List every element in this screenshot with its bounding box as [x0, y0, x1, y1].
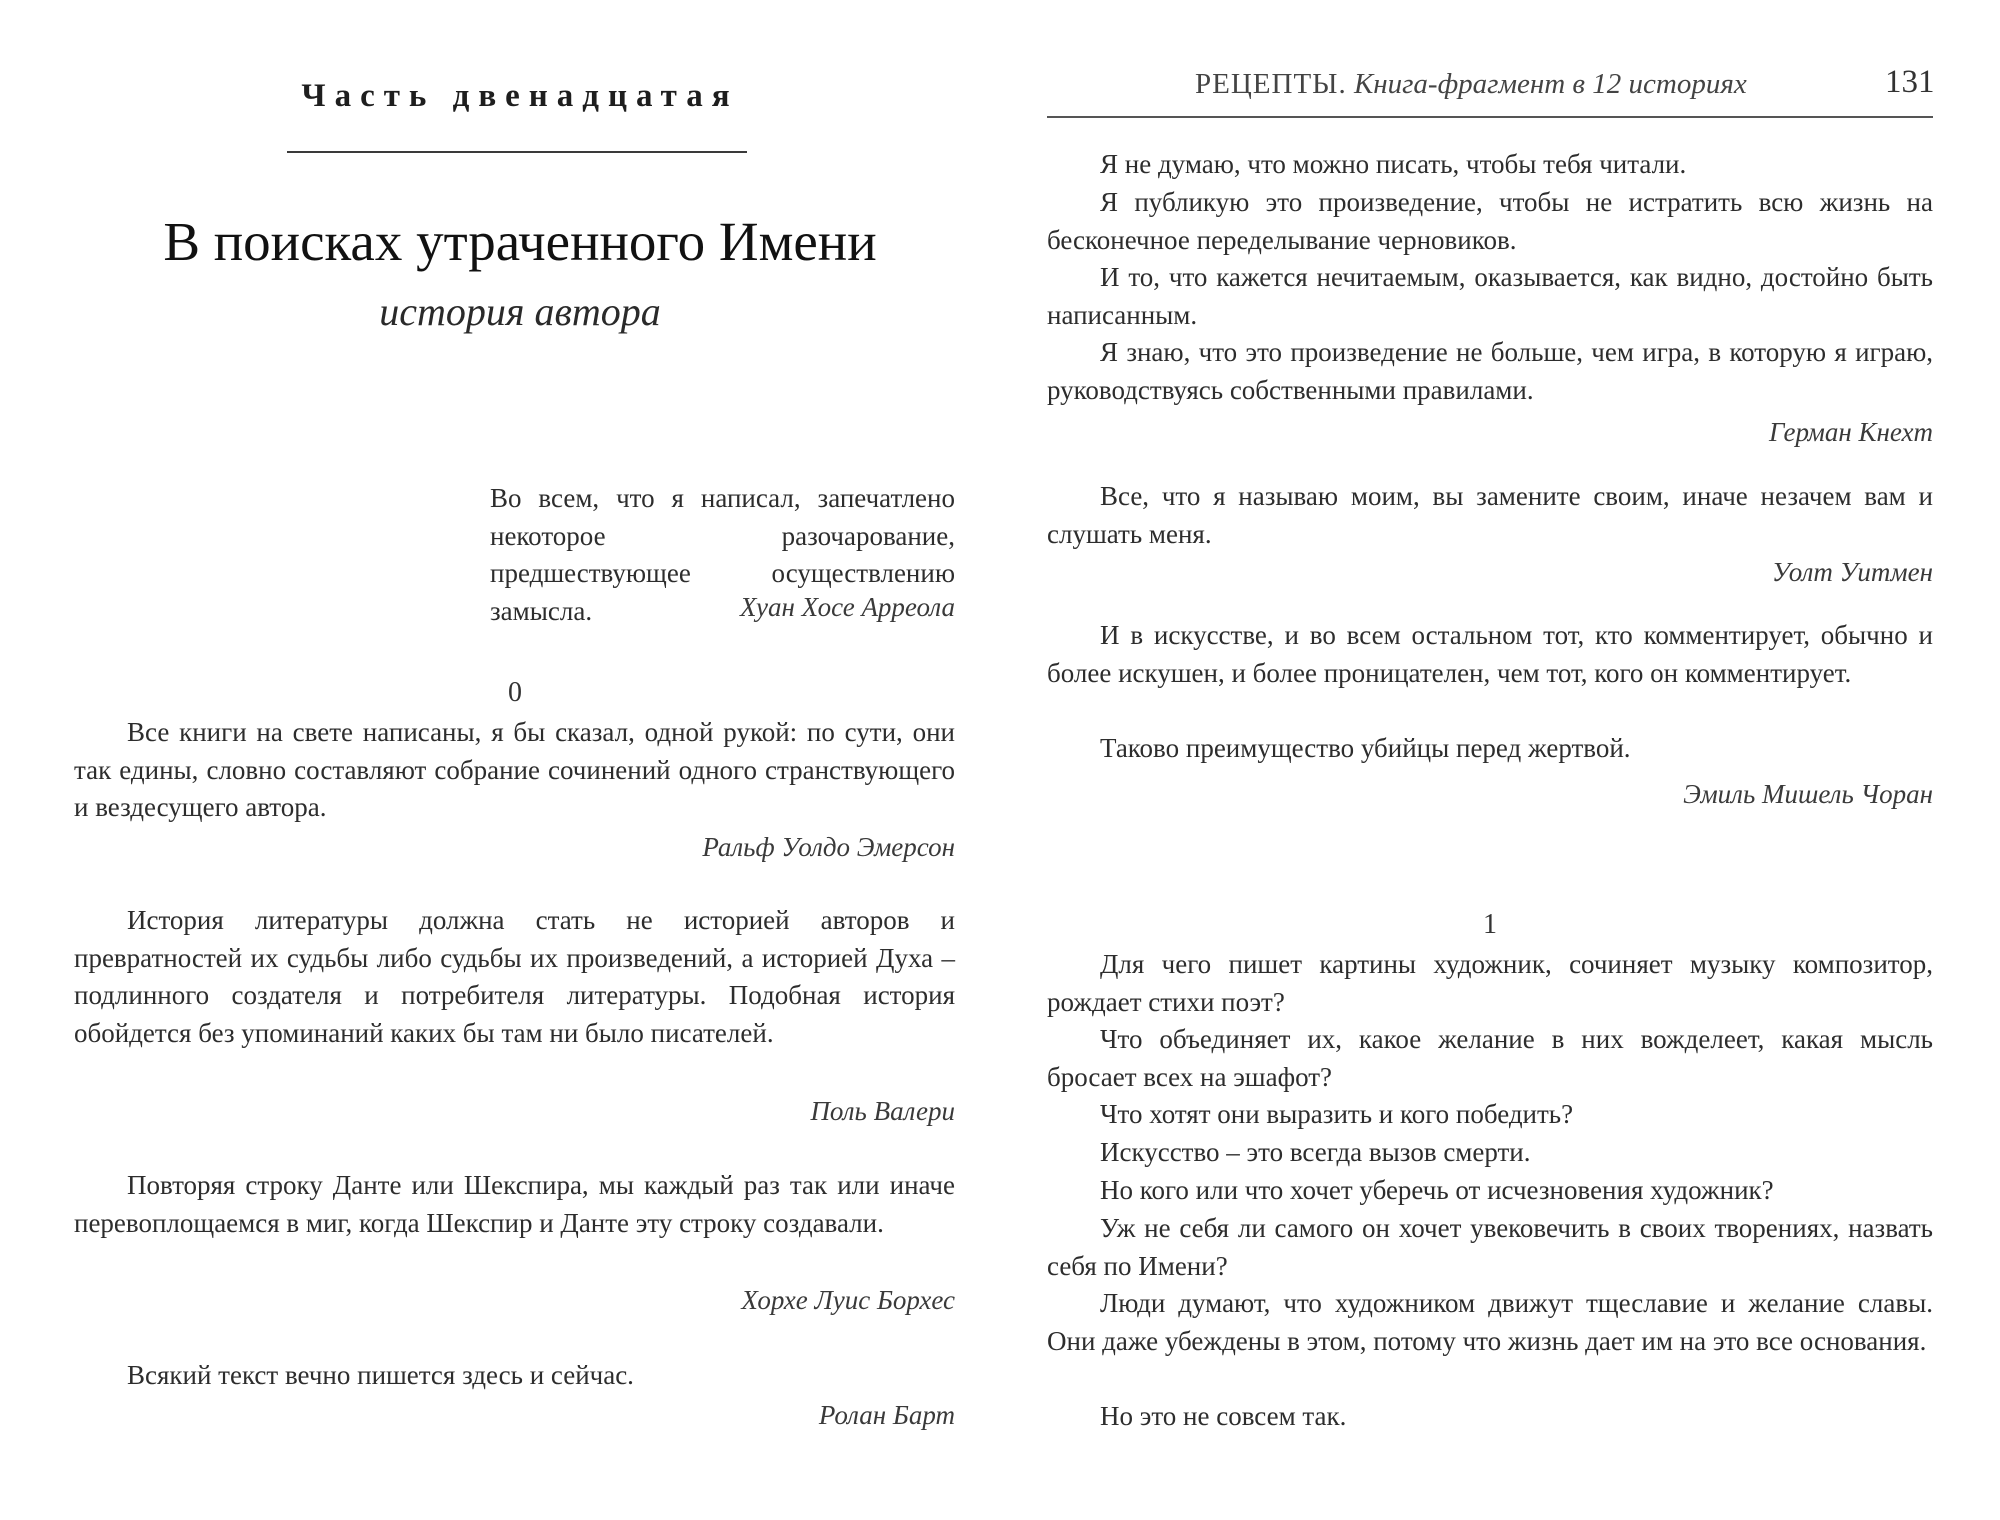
quote-line: Таково преимущество убийцы перед жертвой. [1100, 733, 1631, 763]
body-paragraph: Для чего пишет картины художник, сочиняет музыку композитор, рождает стихи поэт? [1047, 949, 1933, 1017]
epigraph-text: Во всем, что я написал, запечатлено некоторое разочарование, предшествующее осуществлению замысла. [490, 483, 955, 626]
quote-author: Ральф Уолдо Эмерсон [702, 832, 955, 862]
part-divider [287, 151, 747, 153]
quote-text: Все книги на свете написаны, я бы сказал, одной рукой: по сути, они так едины, словно составляют собрание сочинений одного странствующего и вездесущего автора. [74, 717, 955, 822]
quote-line: Я знаю, что это произведение не больше, чем игра, в которую я играю, руководствуясь собственными правилами. [1047, 337, 1933, 405]
running-head-subtitle: Книга-фрагмент в 12 историях [1353, 68, 1747, 100]
quote-author: Герман Кнехт [1768, 417, 1933, 447]
body-paragraph: Что объединяет их, какое желание в них вожделеет, какая мысль бросает всех на эшафот? [1047, 1024, 1933, 1092]
quote-line: И то, что кажется нечитаемым, оказывается, как видно, достойно быть написанным. [1047, 262, 1933, 330]
header-divider [1047, 116, 1933, 118]
section-number: 1 [1483, 909, 1497, 940]
quote-text: Повторяя строку Данте или Шекспира, мы каждый раз так или иначе перевоплощаемся в миг, когда Шекспир и Данте эту строку создавали. [74, 1170, 955, 1238]
body-paragraph: Люди думают, что художником движут тщеславие и желание славы. Они даже убеждены в этом, потому что жизнь дает им на это все основания. [1047, 1288, 1933, 1356]
quote-text: Всякий текст вечно пишется здесь и сейчас. [127, 1360, 634, 1390]
quote-author: Поль Валери [810, 1096, 955, 1126]
epigraph-author: Хуан Хосе Арреола [740, 592, 955, 622]
body-paragraph: Что хотят они выразить и кого победить? [1100, 1099, 1574, 1129]
running-head-title: РЕЦЕПТЫ. [1195, 68, 1347, 100]
part-label: Часть двенадцатая [301, 78, 739, 114]
quote-author: Ролан Барт [818, 1400, 955, 1430]
body-paragraph: Но это не совсем так. [1100, 1401, 1347, 1431]
chapter-title: В поисках утраченного Имени [163, 211, 877, 272]
body-paragraph: Но кого или что хочет уберечь от исчезновения художник? [1100, 1175, 1774, 1205]
quote-author: Эмиль Мишель Чоран [1683, 779, 1933, 809]
quote-line: Все, что я называю моим, вы замените своим, иначе незачем вам и слушать меня. [1047, 481, 1933, 549]
page-number: 131 [1885, 64, 1935, 100]
quote-line: Я не думаю, что можно писать, чтобы тебя читали. [1100, 149, 1687, 179]
chapter-subtitle: история автора [379, 289, 661, 334]
section-number: 0 [508, 677, 522, 708]
quote-line: И в искусстве, и во всем остальном тот, кто комментирует, обычно и более искушен, и более проницателен, чем тот, кого он комментирует. [1047, 620, 1933, 688]
running-head [1195, 68, 1747, 101]
quote-line: Я публикую это произведение, чтобы не истратить всю жизнь на бесконечное переделывание черновиков. [1047, 187, 1933, 255]
quote-text: История литературы должна стать не историей авторов и превратностей их судьбы либо судьбы их произведений, а историей Духа – подлинного создателя и потребителя литературы. Подобная история обойдется без упоминаний каких бы там ни было писателей. [74, 905, 955, 1048]
body-paragraph: Уж не себя ли самого он хочет увековечить в своих творениях, назвать себя по Имени? [1047, 1213, 1933, 1281]
body-paragraph: Искусство – это всегда вызов смерти. [1100, 1137, 1531, 1167]
quote-author: Уолт Уитмен [1771, 557, 1933, 587]
quote-author: Хорхе Луис Борхес [741, 1285, 955, 1315]
